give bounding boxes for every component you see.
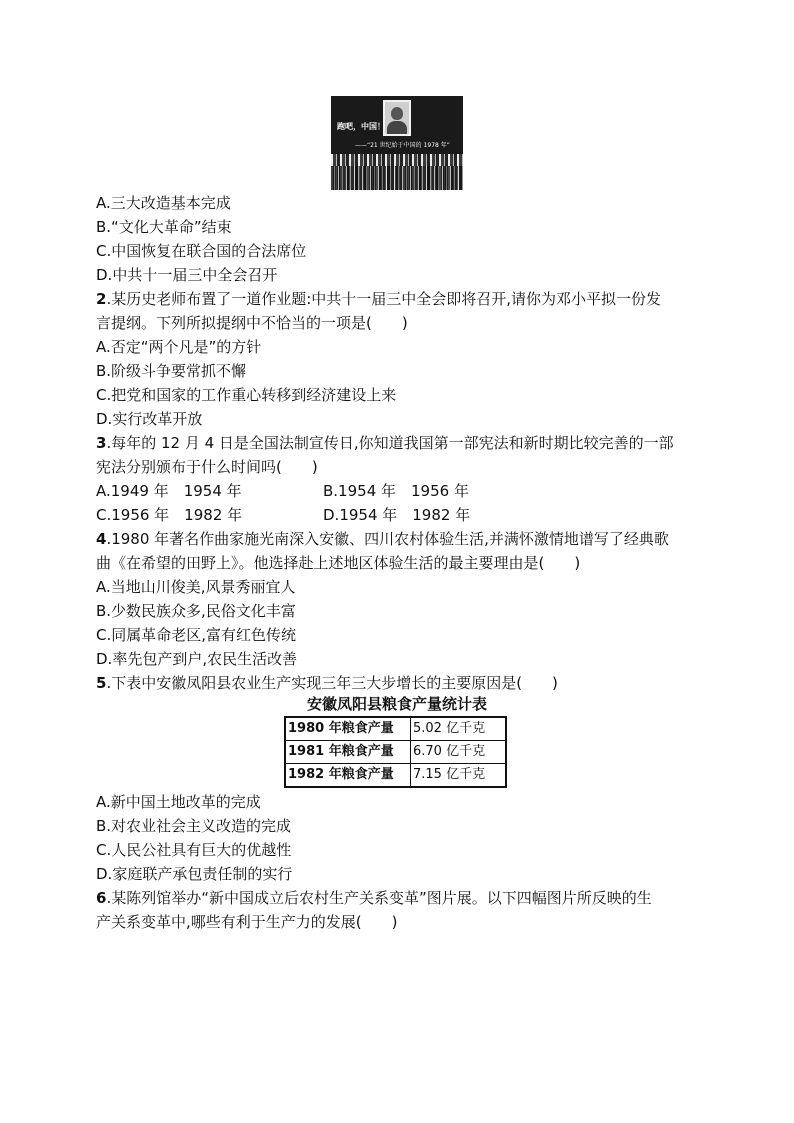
q3-number: 3 bbox=[96, 434, 107, 452]
table-title: 安徽凤阳县粮食产量统计表 bbox=[306, 695, 487, 713]
q2-option-d: D.实行改革开放 bbox=[96, 410, 203, 428]
q6-number: 6 bbox=[96, 889, 107, 907]
table-cell-value: 5.02 亿千克 bbox=[411, 717, 507, 741]
q2-number: 2 bbox=[96, 290, 107, 308]
historical-photo bbox=[331, 96, 463, 190]
table-cell-label: 1980 年粮食产量 bbox=[285, 717, 411, 741]
q3-option-d: D.1954 年 1982 年 bbox=[323, 506, 471, 524]
table-cell-label: 1982 年粮食产量 bbox=[285, 764, 411, 788]
photo-caption-sub: ——“21 世纪始于中国的 1978 年” bbox=[355, 142, 450, 149]
q2-option-a: A.否定“两个凡是”的方针 bbox=[96, 338, 262, 356]
grain-output-table bbox=[284, 716, 507, 788]
q2-stem: 2.某历史老师布置了一道作业题:中共十一届三中全会即将召开,请你为邓小平拟一份发 bbox=[96, 290, 662, 308]
q4-stem-cont: 曲《在希望的田野上》。他选择赴上述地区体验生活的最主要理由是( ) bbox=[96, 554, 581, 572]
q1-option-a: A.三大改造基本完成 bbox=[96, 194, 231, 212]
q4-stem: 4.1980 年著名作曲家施光南深入安徽、四川农村体验生活,并满怀激情地谱写了经典歌 bbox=[96, 530, 669, 548]
q1-option-c: C.中国恢复在联合国的合法席位 bbox=[96, 242, 307, 260]
q5-option-c: C.人民公社具有巨大的优越性 bbox=[96, 841, 292, 859]
q5-number: 5 bbox=[96, 674, 107, 692]
q5-stem: 5.下表中安徽凤阳县农业生产实现三年三大步增长的主要原因是( ) bbox=[96, 674, 558, 692]
table-row bbox=[285, 764, 506, 788]
q2-option-b: B.阶级斗争要常抓不懈 bbox=[96, 362, 247, 380]
q3-option-c: C.1956 年 1982 年 bbox=[96, 506, 243, 524]
q5-option-a: A.新中国土地改革的完成 bbox=[96, 793, 261, 811]
q3-option-b: B.1954 年 1956 年 bbox=[323, 482, 469, 500]
q2-stem-cont: 言提纲。下列所拟提纲中不恰当的一项是( ) bbox=[96, 314, 408, 332]
q5-option-b: B.对农业社会主义改造的完成 bbox=[96, 817, 292, 835]
q4-option-b: B.少数民族众多,民俗文化丰富 bbox=[96, 602, 296, 620]
table-cell-label: 1981 年粮食产量 bbox=[285, 741, 411, 764]
q1-option-d: D.中共十一届三中全会召开 bbox=[96, 266, 278, 284]
table-cell-value: 6.70 亿千克 bbox=[411, 741, 507, 764]
q5-option-d: D.家庭联产承包责任制的实行 bbox=[96, 865, 293, 883]
q4-option-a: A.当地山川俊美,风景秀丽宜人 bbox=[96, 578, 296, 596]
table-row bbox=[285, 717, 506, 741]
photo-caption-main: 跑吧，中国！ bbox=[337, 122, 385, 131]
q3-options-row2 bbox=[96, 503, 696, 527]
table-row bbox=[285, 741, 506, 764]
q4-option-c: C.同属革命老区,富有红色传统 bbox=[96, 626, 297, 644]
q4-option-d: D.率先包产到户,农民生活改善 bbox=[96, 650, 298, 668]
portrait-icon bbox=[383, 100, 411, 136]
q3-stem: 3.每年的 12 月 4 日是全国法制宣传日,你知道我国第一部宪法和新时期比较完善的一部 bbox=[96, 434, 674, 452]
q3-options-row1 bbox=[96, 479, 696, 503]
q6-stem-cont: 产关系变革中,哪些有利于生产力的发展( ) bbox=[96, 913, 398, 931]
q3-stem-cont: 宪法分别颁布于什么时间吗( ) bbox=[96, 458, 318, 476]
q3-option-a: A.1949 年 1954 年 bbox=[96, 482, 242, 500]
q6-stem: 6.某陈列馆举办“新中国成立后农村生产关系变革”图片展。以下四幅图片所反映的生 bbox=[96, 889, 652, 907]
q2-option-c: C.把党和国家的工作重心转移到经济建设上来 bbox=[96, 386, 397, 404]
q4-number: 4 bbox=[96, 530, 107, 548]
q1-option-b: B.“文化大革命”结束 bbox=[96, 218, 232, 236]
table-cell-value: 7.15 亿千克 bbox=[411, 764, 507, 788]
